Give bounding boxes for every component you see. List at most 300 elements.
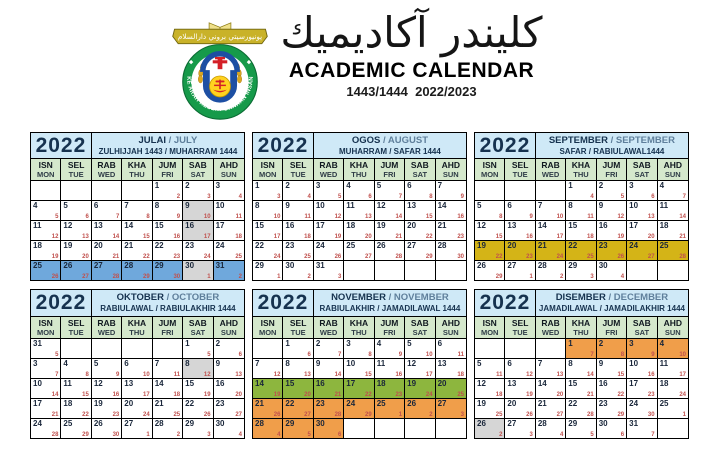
gregorian-date: 18: [33, 241, 42, 251]
day-cell: [627, 359, 657, 379]
year-label: 2022: [253, 133, 314, 158]
day-cell: [61, 399, 91, 419]
gregorian-date: 4: [376, 338, 382, 348]
hijri-date: 15: [425, 214, 433, 221]
day-cell: [122, 181, 152, 201]
day-cell: [375, 419, 405, 438]
gregorian-date: 23: [315, 398, 325, 408]
hijri-date: 14: [395, 214, 403, 221]
gregorian-date: 5: [477, 358, 482, 368]
gregorian-date: 1: [255, 181, 260, 191]
gregorian-date: 9: [598, 358, 604, 368]
day-cell: [122, 339, 152, 359]
hijri-date: 24: [425, 391, 433, 398]
week-row: [475, 399, 688, 419]
day-cell: [314, 419, 344, 438]
hijri-date: 20: [647, 234, 655, 241]
hijri-date: 23: [395, 391, 403, 398]
day-cell: [597, 261, 627, 280]
gregorian-date: 6: [507, 201, 512, 211]
month-title: [536, 133, 688, 158]
day-cell: [122, 419, 152, 438]
gregorian-date: 28: [154, 418, 164, 428]
month-name-malay: JULAI: [138, 135, 166, 146]
day-cell: [344, 181, 374, 201]
day-cell: [214, 419, 244, 438]
month-name-english: / JULY: [165, 135, 198, 146]
hijri-date: 29: [365, 411, 372, 418]
day-cell: [505, 261, 535, 280]
day-cell: [658, 379, 688, 399]
dow-header-mon: ISN MON: [31, 317, 61, 338]
day-cell: [344, 359, 374, 379]
banner-jawi-text: يونيورسيتي بروني دارالسلام: [178, 32, 263, 42]
day-cell: [536, 339, 566, 359]
gregorian-date: 15: [285, 378, 295, 388]
day-cell: [214, 181, 244, 201]
hijri-date: 24: [143, 411, 150, 418]
gregorian-date: 25: [376, 398, 386, 408]
gregorian-date: 27: [507, 418, 517, 428]
hijri-date: 23: [457, 234, 464, 241]
day-cell: [183, 359, 213, 379]
gregorian-date: 19: [93, 398, 103, 408]
day-cell: [253, 379, 283, 399]
gregorian-date: 12: [376, 201, 386, 211]
gregorian-date: 30: [185, 261, 195, 271]
gregorian-date: 2: [598, 181, 604, 191]
gregorian-date: 31: [33, 338, 42, 348]
hijri-date: 7: [682, 194, 686, 201]
month-name-malay: NOVEMBER: [331, 292, 386, 304]
hijri-date: 16: [173, 234, 181, 241]
day-cell: [344, 379, 374, 399]
day-cell: [475, 399, 505, 419]
hijri-date: 19: [526, 391, 533, 398]
week-row: [31, 359, 244, 379]
hijri-date: 13: [82, 234, 89, 241]
hijri-date: 29: [143, 274, 150, 281]
hijri-date: 13: [647, 214, 655, 221]
gregorian-date: 22: [255, 241, 264, 251]
gregorian-date: 7: [154, 358, 160, 368]
gregorian-date: 14: [124, 221, 134, 231]
day-cell: [153, 181, 183, 201]
month-title: [314, 290, 466, 315]
gregorian-date: 19: [407, 378, 417, 388]
day-cell: [597, 359, 627, 379]
hijri-date: 13: [556, 371, 564, 378]
dow-header-fri: JUM FRI: [597, 317, 627, 338]
hijri-date: 25: [304, 254, 311, 261]
hijri-date: 18: [495, 391, 503, 398]
day-cell: [597, 241, 627, 261]
day-cell: [283, 339, 313, 359]
hijri-date: 2: [176, 431, 181, 438]
gregorian-date: 2: [315, 338, 321, 348]
gregorian-date: 31: [315, 261, 325, 271]
day-cell: [314, 181, 344, 201]
day-cell: [153, 399, 183, 419]
gregorian-date: 12: [93, 378, 103, 388]
gregorian-date: 6: [437, 338, 443, 348]
day-cell: [153, 379, 183, 399]
gregorian-date: 6: [407, 181, 412, 191]
day-cell: [475, 419, 505, 438]
dow-header-thu: KHA THU: [344, 317, 374, 338]
month-name-english: / AUGUST: [380, 135, 429, 146]
logo-motto: KE ARAH KESEMPURNAAN INSAN: [185, 76, 256, 114]
gregorian-date: 13: [407, 201, 417, 211]
hijri-date: 10: [425, 351, 433, 358]
hijri-date: 21: [51, 411, 59, 418]
weeks: [475, 339, 688, 438]
day-cell: [153, 201, 183, 221]
hijri-date: 17: [203, 234, 211, 241]
hijri-date: 9: [398, 351, 403, 358]
hijri-date: 12: [51, 234, 59, 241]
weeks: [253, 339, 466, 438]
week-row: [475, 181, 688, 201]
day-cell: [214, 221, 244, 241]
gregorian-date: 5: [63, 201, 68, 211]
dow-header-thu: KHA THU: [122, 159, 152, 180]
day-cell: [61, 359, 91, 379]
gregorian-date: 25: [659, 398, 669, 408]
dow-header-fri: JUM FRI: [375, 159, 405, 180]
gregorian-date: 14: [255, 378, 264, 388]
gregorian-date: 20: [93, 241, 103, 251]
day-cell: [61, 379, 91, 399]
day-cell: [627, 201, 657, 221]
hijri-date: 3: [207, 431, 211, 438]
hijri-date: 2: [499, 431, 503, 438]
hijri-date: 15: [143, 234, 150, 241]
month-title: [314, 133, 466, 158]
hijri-date: 16: [112, 391, 120, 398]
day-cell: [566, 201, 596, 221]
day-cell: [375, 261, 405, 280]
day-cell: [436, 241, 466, 261]
day-cell: [627, 261, 657, 280]
day-cell: [283, 201, 313, 221]
day-cell: [61, 339, 91, 359]
gregorian-date: 29: [568, 418, 578, 428]
hijri-date: 3: [207, 194, 211, 201]
month-title: [92, 133, 244, 158]
day-cell: [375, 339, 405, 359]
dow-header-sun: AHD SUN: [658, 317, 688, 338]
gregorian-date: 17: [346, 378, 356, 388]
gregorian-date: 10: [629, 201, 639, 211]
gregorian-date: 25: [33, 261, 42, 271]
gregorian-date: 24: [33, 418, 42, 428]
hijri-date: 10: [679, 351, 686, 358]
dow-header-sun: AHD SUN: [436, 317, 466, 338]
gregorian-date: 11: [376, 358, 386, 368]
gregorian-date: 30: [598, 418, 608, 428]
day-cell: [505, 339, 535, 359]
week-row: [475, 221, 688, 241]
calendar-header: [475, 290, 688, 316]
day-cell: [658, 261, 688, 280]
day-cell: [153, 221, 183, 241]
gregorian-date: 2: [185, 181, 190, 191]
banner-ribbon: [173, 29, 268, 44]
gregorian-date: 7: [437, 181, 443, 191]
day-cell: [122, 201, 152, 221]
week-row: [253, 261, 466, 280]
day-cell: [253, 241, 283, 261]
month-name-malay: DISEMBER: [555, 292, 606, 304]
hijri-date: 17: [679, 371, 686, 378]
gregorian-date: 12: [407, 358, 417, 368]
hijri-date: 28: [51, 431, 59, 438]
hijri-date: 5: [55, 351, 59, 358]
weekday-header-row: [475, 159, 688, 181]
day-cell: [536, 399, 566, 419]
hijri-date: 19: [203, 391, 211, 398]
hijri-date: 9: [115, 371, 120, 378]
gregorian-date: 29: [285, 418, 295, 428]
hijri-date: 19: [51, 254, 59, 261]
day-cell: [405, 419, 435, 438]
day-cell: [283, 419, 313, 438]
gregorian-date: 17: [629, 221, 639, 231]
day-cell: [405, 201, 435, 221]
day-cell: [214, 399, 244, 419]
day-cell: [122, 241, 152, 261]
day-cell: [344, 399, 374, 419]
year-label: 2022: [253, 290, 314, 315]
hijri-date: 6: [307, 351, 311, 358]
day-cell: [405, 241, 435, 261]
gregorian-date: 14: [537, 378, 547, 388]
hijri-date: 12: [334, 214, 342, 221]
month-name-malay: OKTOBER: [116, 292, 164, 304]
day-cell: [214, 359, 244, 379]
day-cell: [375, 379, 405, 399]
gregorian-date: 21: [124, 241, 134, 251]
hijri-date: 23: [112, 411, 120, 418]
week-row: [31, 379, 244, 399]
hijri-date: 1: [529, 274, 533, 281]
gregorian-date: 20: [507, 241, 517, 251]
day-cell: [536, 241, 566, 261]
gregorian-date: 7: [255, 358, 260, 368]
hijri-date: 18: [173, 391, 181, 398]
day-cell: [344, 261, 374, 280]
day-cell: [566, 221, 596, 241]
gregorian-date: 14: [154, 378, 164, 388]
gregorian-date: 7: [537, 358, 543, 368]
day-cell: [475, 221, 505, 241]
hijri-date: 8: [368, 351, 372, 358]
day-cell: [505, 399, 535, 419]
hijri-date: 7: [55, 371, 59, 378]
hijri-date: 11: [173, 371, 181, 378]
calendar-header: [253, 133, 466, 159]
day-cell: [505, 221, 535, 241]
calendar-december: [474, 289, 689, 438]
calendar-november: [252, 289, 467, 438]
day-cell: [253, 419, 283, 438]
gregorian-date: 10: [215, 201, 225, 211]
crest-medallion: [210, 76, 231, 97]
gregorian-date: 24: [629, 398, 639, 408]
gregorian-date: 15: [568, 221, 578, 231]
day-cell: [92, 221, 122, 241]
weekday-header-row: [475, 317, 688, 339]
weekday-header-row: [31, 159, 244, 181]
gregorian-date: 7: [124, 201, 129, 211]
day-cell: [375, 221, 405, 241]
hijri-date: 24: [556, 254, 564, 261]
day-cell: [375, 181, 405, 201]
day-cell: [627, 379, 657, 399]
hijri-month-label: RABIULAWAL / RABIULAKHIR 1444: [100, 304, 236, 314]
hijri-date: 3: [277, 194, 281, 201]
day-cell: [375, 201, 405, 221]
day-cell: [658, 221, 688, 241]
day-cell: [314, 261, 344, 280]
hijri-date: 14: [679, 214, 686, 221]
year-label: 2022: [475, 290, 536, 315]
gregorian-date: 4: [346, 181, 351, 191]
dow-header-sun: AHD SUN: [658, 159, 688, 180]
hijri-date: 2: [176, 194, 181, 201]
hijri-date: 13: [235, 371, 242, 378]
header: [0, 0, 713, 128]
dow-header-fri: JUM FRI: [153, 159, 183, 180]
hijri-date: 4: [590, 194, 594, 201]
day-cell: [253, 339, 283, 359]
gregorian-date: 15: [568, 378, 578, 388]
day-cell: [436, 201, 466, 221]
day-cell: [436, 379, 466, 399]
hijri-date: 27: [82, 274, 89, 281]
gregorian-date: 28: [437, 241, 447, 251]
hijri-date: 27: [556, 411, 564, 418]
day-cell: [627, 241, 657, 261]
gregorian-date: 28: [537, 261, 547, 271]
day-cell: [344, 221, 374, 241]
dow-header-sun: AHD SUN: [214, 317, 244, 338]
dow-header-thu: KHA THU: [122, 317, 152, 338]
arabic-title: كليندر آكاديميك: [280, 8, 543, 57]
hijri-date: 14: [51, 391, 59, 398]
month-name-english: / NOVEMBER: [385, 292, 449, 304]
gregorian-date: 21: [537, 398, 547, 408]
gregorian-date: 24: [215, 241, 225, 251]
weeks: [253, 181, 466, 280]
hijri-date: 11: [496, 371, 503, 378]
day-cell: [92, 201, 122, 221]
hijri-date: 5: [337, 194, 342, 201]
gregorian-date: 3: [215, 181, 221, 191]
hijri-date: 26: [51, 274, 59, 281]
gregorian-date: 10: [315, 201, 325, 211]
hijri-date: 24: [273, 254, 281, 261]
week-row: [253, 241, 466, 261]
day-cell: [214, 241, 244, 261]
dow-header-sun: AHD SUN: [214, 159, 244, 180]
hijri-date: 2: [559, 274, 564, 281]
day-cell: [505, 241, 535, 261]
dow-header-fri: JUM FRI: [153, 317, 183, 338]
hijri-date: 16: [395, 371, 403, 378]
calendar-october: [30, 289, 245, 438]
hijri-date: 10: [556, 214, 564, 221]
hijri-date: 26: [526, 411, 533, 418]
day-cell: [92, 419, 122, 438]
hijri-month-label: RABIULAKHIR / JAMADILAWAL 1444: [319, 304, 461, 314]
gregorian-date: 4: [33, 201, 38, 211]
gregorian-date: 6: [507, 358, 512, 368]
hijri-date: 20: [304, 391, 311, 398]
day-cell: [658, 339, 688, 359]
hijri-date: 29: [495, 274, 503, 281]
day-cell: [566, 419, 596, 438]
hijri-date: 7: [651, 431, 655, 438]
day-cell: [283, 261, 313, 280]
gregorian-date: 5: [376, 181, 382, 191]
hijri-date: 9: [529, 214, 533, 221]
gregorian-date: 8: [568, 358, 573, 368]
gregorian-date: 3: [315, 181, 321, 191]
year-label: 2022: [475, 133, 536, 158]
day-cell: [627, 339, 657, 359]
hijri-date: 14: [112, 234, 120, 241]
gregorian-date: 21: [537, 241, 547, 251]
day-cell: [405, 261, 435, 280]
week-row: [253, 359, 466, 379]
hijri-date: 26: [617, 254, 625, 261]
hijri-date: 3: [529, 431, 533, 438]
calendar-september: [474, 132, 689, 281]
hijri-date: 12: [273, 371, 281, 378]
calendar-july: [30, 132, 245, 281]
gregorian-date: 15: [255, 221, 264, 231]
hijri-date: 14: [587, 371, 594, 378]
dow-header-sat: SAB SAT: [627, 317, 657, 338]
day-cell: [183, 339, 213, 359]
gregorian-date: 27: [507, 261, 517, 271]
day-cell: [253, 359, 283, 379]
day-cell: [436, 359, 466, 379]
gregorian-date: 30: [215, 418, 225, 428]
hijri-date: 4: [238, 194, 242, 201]
day-cell: [253, 221, 283, 241]
month-name-malay: OGOS: [351, 135, 381, 146]
dow-header-mon: ISN MON: [253, 317, 283, 338]
day-cell: [61, 201, 91, 221]
year-label: 2022: [31, 133, 92, 158]
hijri-date: 8: [85, 371, 89, 378]
weeks: [31, 339, 244, 438]
gregorian-date: 6: [124, 358, 129, 368]
hijri-date: 11: [235, 214, 242, 221]
hijri-date: 22: [82, 411, 89, 418]
hijri-date: 7: [115, 214, 120, 221]
day-cell: [31, 339, 61, 359]
day-cell: [253, 399, 283, 419]
week-row: [31, 261, 244, 280]
gregorian-date: 18: [346, 221, 356, 231]
gregorian-date: 3: [346, 338, 351, 348]
day-cell: [405, 221, 435, 241]
hijri-date: 27: [304, 411, 311, 418]
